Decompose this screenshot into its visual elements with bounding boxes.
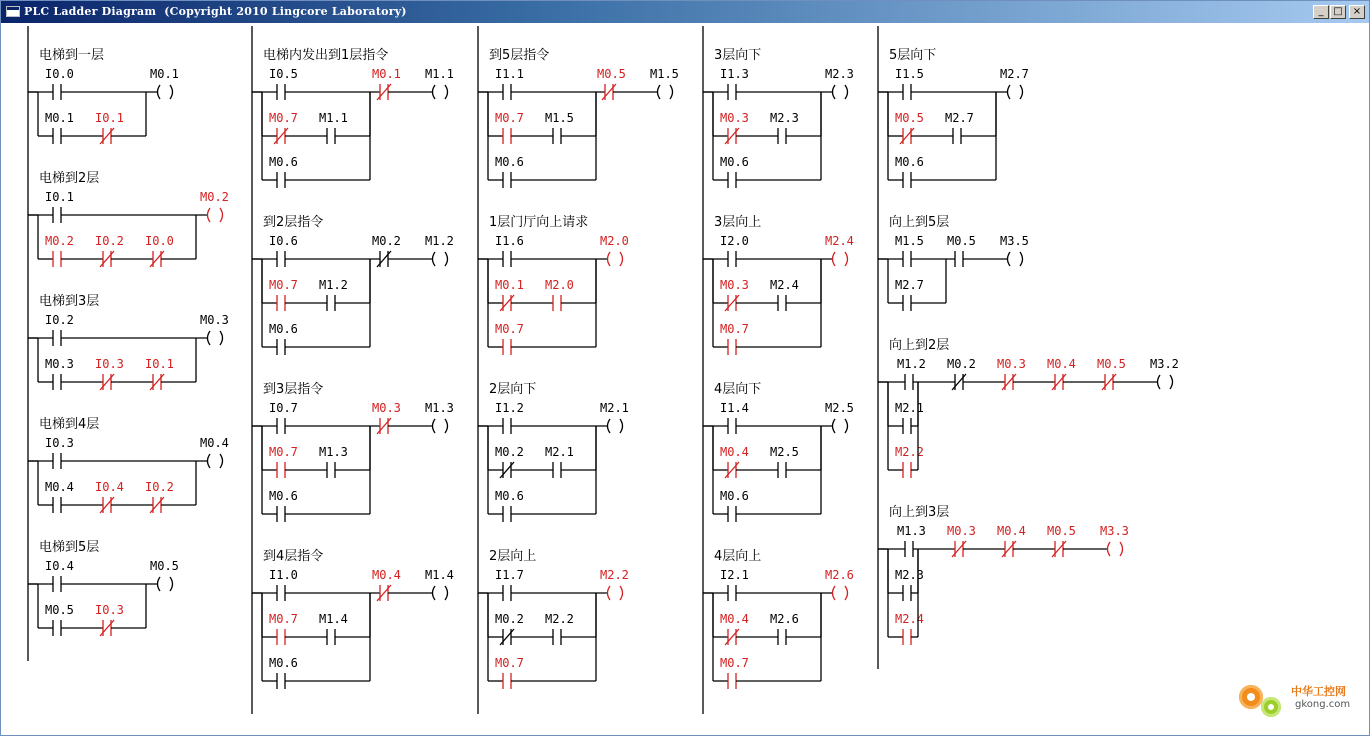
contact-label: I0.3 xyxy=(95,603,124,617)
coil-arc xyxy=(445,419,448,433)
coil-arc xyxy=(445,85,448,99)
coil-arc xyxy=(620,252,623,266)
coil-arc xyxy=(608,252,611,266)
rung-title: 到2层指令 xyxy=(263,215,324,230)
ladder-canvas xyxy=(1,23,1369,735)
contact-label: M0.1 xyxy=(495,278,524,292)
coil-label: M0.2 xyxy=(200,190,229,204)
rung-title: 4层向上 xyxy=(714,549,762,564)
contact-label: M0.3 xyxy=(720,278,749,292)
contact-label: M0.4 xyxy=(720,445,749,459)
rung-title: 3层向下 xyxy=(714,48,762,63)
contact-label: I1.5 xyxy=(895,67,924,81)
contact-label: M0.7 xyxy=(495,322,524,336)
contact-label: M2.7 xyxy=(895,278,924,292)
contact-label: I1.0 xyxy=(269,568,298,582)
coil-arc xyxy=(1020,252,1023,266)
contact-label: I0.2 xyxy=(95,234,124,248)
coil-arc xyxy=(845,419,848,433)
contact-label: M2.6 xyxy=(770,612,799,626)
rung-title: 2层向下 xyxy=(489,382,537,397)
coil-arc xyxy=(1008,85,1011,99)
coil-arc xyxy=(1158,375,1161,389)
coil-arc xyxy=(220,208,223,222)
contact-label: M0.1 xyxy=(45,111,74,125)
contact-label: I0.2 xyxy=(145,480,174,494)
gear-icon xyxy=(1261,697,1281,717)
contact-label: M0.6 xyxy=(720,155,749,169)
coil-arc xyxy=(445,586,448,600)
contact-label: M2.1 xyxy=(545,445,574,459)
contact-label: I1.3 xyxy=(720,67,749,81)
rung-title: 向上到5层 xyxy=(889,215,950,230)
coil-arc xyxy=(620,586,623,600)
coil-arc xyxy=(208,454,211,468)
contact-label: M0.5 xyxy=(947,234,976,248)
contact-label: M0.5 xyxy=(597,67,626,81)
coil-arc xyxy=(208,208,211,222)
close-button[interactable]: × xyxy=(1349,5,1365,19)
coil-label: M0.3 xyxy=(200,313,229,327)
contact-label: M0.2 xyxy=(495,445,524,459)
contact-label: M0.5 xyxy=(895,111,924,125)
contact-label: M2.3 xyxy=(895,568,924,582)
rung-title: 电梯到5层 xyxy=(39,540,100,555)
coil-label: M2.6 xyxy=(825,568,854,582)
coil-label: M1.2 xyxy=(425,234,454,248)
coil-label: M0.4 xyxy=(200,436,229,450)
contact-label: I0.1 xyxy=(45,190,74,204)
rung-title: 向上到3层 xyxy=(889,505,950,520)
coil-arc xyxy=(845,252,848,266)
contact-label: M1.2 xyxy=(319,278,348,292)
coil-arc xyxy=(170,577,173,591)
contact-label: M1.5 xyxy=(895,234,924,248)
contact-label: I0.5 xyxy=(269,67,298,81)
contact-label: M0.6 xyxy=(720,489,749,503)
contact-label: M0.6 xyxy=(495,489,524,503)
coil-arc xyxy=(833,85,836,99)
coil-label: M3.2 xyxy=(1150,357,1179,371)
contact-label: M0.6 xyxy=(269,322,298,336)
gear-icon xyxy=(1239,685,1263,709)
watermark-domain: gkong.com xyxy=(1295,699,1351,710)
contact-label: M1.4 xyxy=(319,612,348,626)
coil-label: M2.5 xyxy=(825,401,854,415)
rung-title: 电梯到2层 xyxy=(39,171,100,186)
contact-label: M0.2 xyxy=(45,234,74,248)
coil-label: M1.3 xyxy=(425,401,454,415)
coil-arc xyxy=(845,586,848,600)
coil-label: M2.2 xyxy=(600,568,629,582)
contact-label: I0.3 xyxy=(45,436,74,450)
coil-label: M3.3 xyxy=(1100,524,1129,538)
rung-title: 5层向下 xyxy=(889,48,937,63)
maximize-button[interactable]: □ xyxy=(1330,5,1346,19)
coil-arc xyxy=(1120,542,1123,556)
contact-label: M2.1 xyxy=(895,401,924,415)
coil-arc xyxy=(158,85,161,99)
contact-label: M0.2 xyxy=(372,234,401,248)
coil-label: M0.1 xyxy=(150,67,179,81)
contact-label: I0.1 xyxy=(95,111,124,125)
contact-label: M1.3 xyxy=(319,445,348,459)
contact-label: M1.1 xyxy=(319,111,348,125)
contact-label: M0.7 xyxy=(495,111,524,125)
watermark-brand: 中华工控网 xyxy=(1291,685,1346,698)
rung-title: 电梯到3层 xyxy=(39,294,100,309)
coil-arc xyxy=(1170,375,1173,389)
contact-label: M2.0 xyxy=(545,278,574,292)
contact-label: M0.7 xyxy=(269,111,298,125)
contact-label: M0.1 xyxy=(372,67,401,81)
rung-title: 电梯到4层 xyxy=(39,417,100,432)
coil-arc xyxy=(833,252,836,266)
coil-arc xyxy=(445,252,448,266)
contact-label: M1.3 xyxy=(897,524,926,538)
contact-label: I1.1 xyxy=(495,67,524,81)
coil-label: M2.0 xyxy=(600,234,629,248)
contact-label: M0.4 xyxy=(997,524,1026,538)
coil-arc xyxy=(433,419,436,433)
coil-arc xyxy=(170,85,173,99)
contact-label: I1.2 xyxy=(495,401,524,415)
contact-label: I0.7 xyxy=(269,401,298,415)
contact-label: M0.3 xyxy=(947,524,976,538)
contact-label: I0.0 xyxy=(145,234,174,248)
contact-label: M2.2 xyxy=(545,612,574,626)
coil-arc xyxy=(433,252,436,266)
coil-arc xyxy=(158,577,161,591)
rung-title: 2层向上 xyxy=(489,549,537,564)
coil-label: M2.7 xyxy=(1000,67,1029,81)
contact-label: M0.4 xyxy=(1047,357,1076,371)
contact-label: I0.1 xyxy=(145,357,174,371)
coil-arc xyxy=(208,331,211,345)
contact-label: M2.5 xyxy=(770,445,799,459)
contact-label: M1.2 xyxy=(897,357,926,371)
contact-label: M2.4 xyxy=(895,612,924,626)
window-title: PLC Ladder Diagram (Copyright 2010 Lingcore Laboratory) xyxy=(24,5,407,18)
coil-arc xyxy=(670,85,673,99)
contact-label: M0.3 xyxy=(720,111,749,125)
rung-title: 到4层指令 xyxy=(263,549,324,564)
contact-label: M2.2 xyxy=(895,445,924,459)
contact-label: M1.5 xyxy=(545,111,574,125)
contact-label: M0.7 xyxy=(720,656,749,670)
contact-label: I1.7 xyxy=(495,568,524,582)
coil-arc xyxy=(833,419,836,433)
contact-label: M0.5 xyxy=(1047,524,1076,538)
contact-label: M0.7 xyxy=(720,322,749,336)
contact-label: M0.5 xyxy=(45,603,74,617)
title-bar[interactable] xyxy=(1,1,1369,23)
coil-arc xyxy=(845,85,848,99)
rung-title: 电梯到一层 xyxy=(39,48,105,63)
contact-label: I0.3 xyxy=(95,357,124,371)
coil-label: M1.1 xyxy=(425,67,454,81)
rung-title: 1层门厅向上请求 xyxy=(489,215,589,230)
contact-label: I2.1 xyxy=(720,568,749,582)
contact-label: M0.6 xyxy=(495,155,524,169)
contact-label: M2.7 xyxy=(945,111,974,125)
coil-arc xyxy=(433,85,436,99)
contact-label: M0.4 xyxy=(720,612,749,626)
contact-label: I0.2 xyxy=(45,313,74,327)
contact-label: I0.4 xyxy=(95,480,124,494)
contact-label: M0.5 xyxy=(1097,357,1126,371)
contact-label: M0.2 xyxy=(947,357,976,371)
coil-arc xyxy=(620,419,623,433)
rung-title: 到5层指令 xyxy=(489,48,550,63)
contact-label: M0.7 xyxy=(269,612,298,626)
contact-label: M0.6 xyxy=(269,155,298,169)
coil-arc xyxy=(608,419,611,433)
contact-label: M2.4 xyxy=(770,278,799,292)
contact-label: M0.6 xyxy=(895,155,924,169)
rung-title: 3层向上 xyxy=(714,215,762,230)
coil-label: M2.4 xyxy=(825,234,854,248)
contact-label: M0.6 xyxy=(269,656,298,670)
coil-label: M1.5 xyxy=(650,67,679,81)
contact-label: M0.6 xyxy=(269,489,298,503)
contact-label: M0.3 xyxy=(45,357,74,371)
contact-label: I0.0 xyxy=(45,67,74,81)
coil-label: M2.1 xyxy=(600,401,629,415)
rung-title: 到3层指令 xyxy=(263,382,324,397)
contact-label: I1.4 xyxy=(720,401,749,415)
coil-arc xyxy=(1020,85,1023,99)
contact-label: M0.4 xyxy=(372,568,401,582)
minimize-button[interactable]: _ xyxy=(1313,5,1329,19)
rung-title: 4层向下 xyxy=(714,382,762,397)
app-icon xyxy=(6,6,20,17)
contact-label: M0.3 xyxy=(372,401,401,415)
coil-label: M2.3 xyxy=(825,67,854,81)
contact-label: M0.7 xyxy=(269,278,298,292)
coil-label: M3.5 xyxy=(1000,234,1029,248)
coil-arc xyxy=(220,331,223,345)
coil-arc xyxy=(1008,252,1011,266)
coil-arc xyxy=(833,586,836,600)
contact-label: I0.4 xyxy=(45,559,74,573)
contact-label: M0.7 xyxy=(269,445,298,459)
coil-label: M1.4 xyxy=(425,568,454,582)
contact-label: I1.6 xyxy=(495,234,524,248)
coil-arc xyxy=(608,586,611,600)
contact-label: M2.3 xyxy=(770,111,799,125)
coil-arc xyxy=(433,586,436,600)
contact-label: M0.4 xyxy=(45,480,74,494)
coil-arc xyxy=(1108,542,1111,556)
coil-label: M0.5 xyxy=(150,559,179,573)
contact-label: M0.7 xyxy=(495,656,524,670)
contact-label: M0.2 xyxy=(495,612,524,626)
contact-label: I0.6 xyxy=(269,234,298,248)
watermark-logo xyxy=(1235,677,1365,727)
rung-title: 向上到2层 xyxy=(889,338,950,353)
coil-arc xyxy=(658,85,661,99)
coil-arc xyxy=(220,454,223,468)
contact-label: M0.3 xyxy=(997,357,1026,371)
contact-label: I2.0 xyxy=(720,234,749,248)
rung-title: 电梯内发出到1层指令 xyxy=(263,48,389,63)
